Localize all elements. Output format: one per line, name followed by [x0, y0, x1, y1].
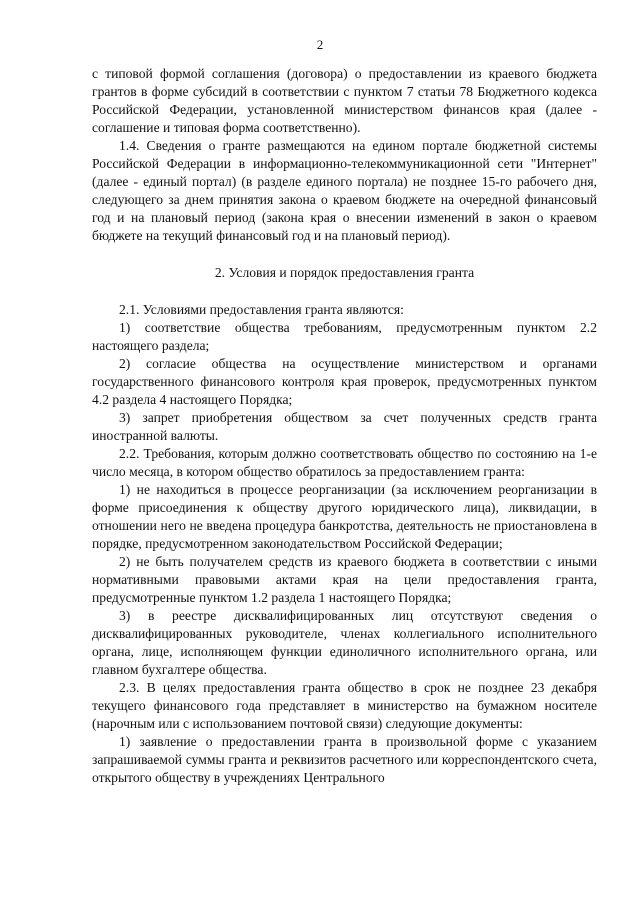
- list-item: 2) не быть получателем средств из краевого бюджета в соответствии с иными нормативными правовыми актами края на цели предоставления гранта, предусмотренные пунктом 1.2 раздела 1 настоящего Порядка;: [92, 554, 597, 605]
- list-item: 1) соответствие общества требованиям, предусмотренным пунктом 2.2 настоящего раздела;: [92, 320, 597, 353]
- list-item: 1) заявление о предоставлении гранта в произвольной форме с указанием запрашиваемой суммы гранта и реквизитов расчетного или корреспондентского счета, открытого обществу в учреждениях Центрального: [92, 734, 597, 785]
- page-number: 2: [316, 37, 324, 52]
- section-heading: 2. Условия и порядок предоставления гранта: [214, 265, 475, 280]
- list-item: 3) запрет приобретения обществом за счет полученных средств гранта иностранной валюты.: [92, 410, 597, 443]
- list-item: 2) согласие общества на осуществление министерством и органами государственного финансового контроля края проверок, предусмотренных пунктом 4.2 раздела 4 настоящего Порядка;: [92, 356, 597, 407]
- paragraph: 1.4. Сведения о гранте размещаются на едином портале бюджетной системы Российской Федерации в информационно-телекоммуникационной сети "Интернет" (далее - единый портал) (в разделе единого портала) не позднее 15-го рабочего дня, следующего за днем принятия закона о краевом бюджете на очередной финансовый год и на плановый период (закона края о внесении изменений в закон о краевом бюджете на текущий финансовый год и на плановый период).: [92, 138, 597, 243]
- document-body: [92, 65, 597, 787]
- paragraph: с типовой формой соглашения (договора) о предоставлении из краевого бюджета грантов в форме субсидий в соответствии с пунктом 7 статьи 78 Бюджетного кодекса Российской Федерации, установленной министерством финансов края (далее - соглашение и типовая форма соответственно).: [92, 66, 597, 135]
- list-item: 1) не находиться в процессе реорганизации (за исключением реорганизации в форме присоединения к обществу другого юридического лица), ликвидации, в отношении него не введена процедура банкротства, деятельность не приостановлена в порядке, предусмотренном законодательством Российской Федерации;: [92, 482, 597, 551]
- paragraph: 2.3. В целях предоставления гранта общество в срок не позднее 23 декабря текущего финансового года представляет в министерство на бумажном носителе (нарочным или с использованием почтовой связи) следующие документы:: [92, 680, 597, 731]
- paragraph: 2.1. Условиями предоставления гранта являются:: [119, 302, 404, 317]
- paragraph: 2.2. Требования, которым должно соответствовать общество по состоянию на 1-е число месяца, в котором общество обратилось за предоставлением гранта:: [92, 446, 597, 479]
- list-item: 3) в реестре дисквалифицированных лиц отсутствуют сведения о дисквалифицированных руководителе, членах коллегиального исполнительного органа, лице, исполняющем функции единоличного исполнительного органа, или главном бухгалтере общества.: [92, 608, 597, 677]
